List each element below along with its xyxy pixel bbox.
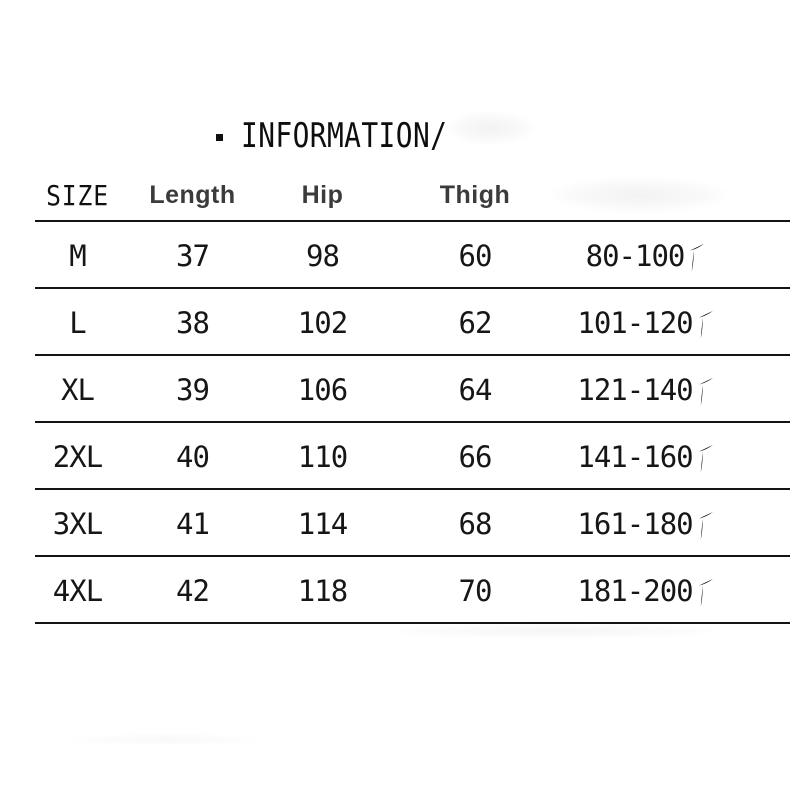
cell-size: 4XL — [52, 574, 103, 608]
cell-length: 41 — [176, 507, 209, 541]
table-row — [35, 289, 790, 356]
cell-spacer — [727, 320, 790, 323]
weight-range: 80-100 — [585, 239, 685, 273]
table-row — [35, 423, 790, 490]
weight-range: 161-180 — [577, 507, 693, 541]
size-table — [35, 170, 790, 624]
cell-weight — [570, 571, 727, 608]
weight-range: 141-160 — [577, 440, 693, 474]
jin-unit-glyph — [696, 443, 720, 474]
weight-range: 121-140 — [577, 373, 693, 407]
cell-length: 40 — [176, 440, 209, 474]
jin-unit-glyph — [696, 510, 720, 541]
jin-unit-glyph — [696, 376, 720, 407]
cell-weight — [570, 303, 727, 340]
cell-hip: 118 — [297, 574, 348, 608]
cell-thigh: 66 — [458, 440, 492, 474]
cell-weight — [570, 504, 727, 541]
cell-length: 38 — [176, 306, 209, 340]
header-size: SIZE — [46, 178, 109, 212]
cell-weight — [570, 236, 727, 273]
cell-size: 2XL — [52, 440, 103, 474]
weight-range: 181-200 — [577, 574, 693, 608]
cell-spacer — [727, 387, 790, 390]
cell-weight — [570, 437, 727, 474]
table-row — [35, 557, 790, 624]
cell-length: 39 — [176, 373, 209, 407]
table-row — [35, 222, 790, 289]
cell-size: L — [69, 306, 86, 340]
cell-length: 37 — [176, 239, 209, 273]
cell-hip: 110 — [297, 440, 348, 474]
cell-thigh: 70 — [458, 574, 492, 608]
table-row — [35, 356, 790, 423]
cell-size: M — [69, 239, 86, 273]
header-length: Length — [149, 180, 236, 209]
chart-title-text: INFORMATION/ — [241, 116, 448, 156]
cell-thigh: 62 — [458, 306, 492, 340]
cell-hip: 102 — [297, 306, 348, 340]
cell-size: XL — [61, 373, 94, 407]
table-row — [35, 490, 790, 557]
jin-unit-glyph — [696, 577, 720, 608]
erased-text-mark-below-table — [380, 624, 730, 638]
cell-spacer — [727, 588, 790, 591]
cell-hip: 114 — [297, 507, 348, 541]
chart-title — [216, 116, 493, 156]
table-header-row — [35, 170, 790, 222]
cell-hip: 106 — [297, 373, 348, 407]
cell-thigh: 64 — [458, 373, 492, 407]
cell-thigh: 60 — [458, 239, 492, 273]
jin-unit-glyph — [696, 309, 720, 340]
cell-spacer — [727, 521, 790, 524]
cell-thigh: 68 — [458, 507, 492, 541]
erased-text-mark-bottom — [62, 734, 272, 745]
cell-spacer — [727, 253, 790, 256]
bullet-icon — [216, 134, 223, 141]
cell-weight — [570, 370, 727, 407]
weight-range: 101-120 — [577, 306, 693, 340]
jin-unit-glyph — [687, 242, 711, 273]
cell-hip: 98 — [306, 239, 339, 273]
header-hip: Hip — [301, 180, 344, 209]
cell-size: 3XL — [52, 507, 103, 541]
cell-spacer — [727, 454, 790, 457]
cell-length: 42 — [176, 574, 209, 608]
header-thigh: Thigh — [439, 180, 511, 209]
